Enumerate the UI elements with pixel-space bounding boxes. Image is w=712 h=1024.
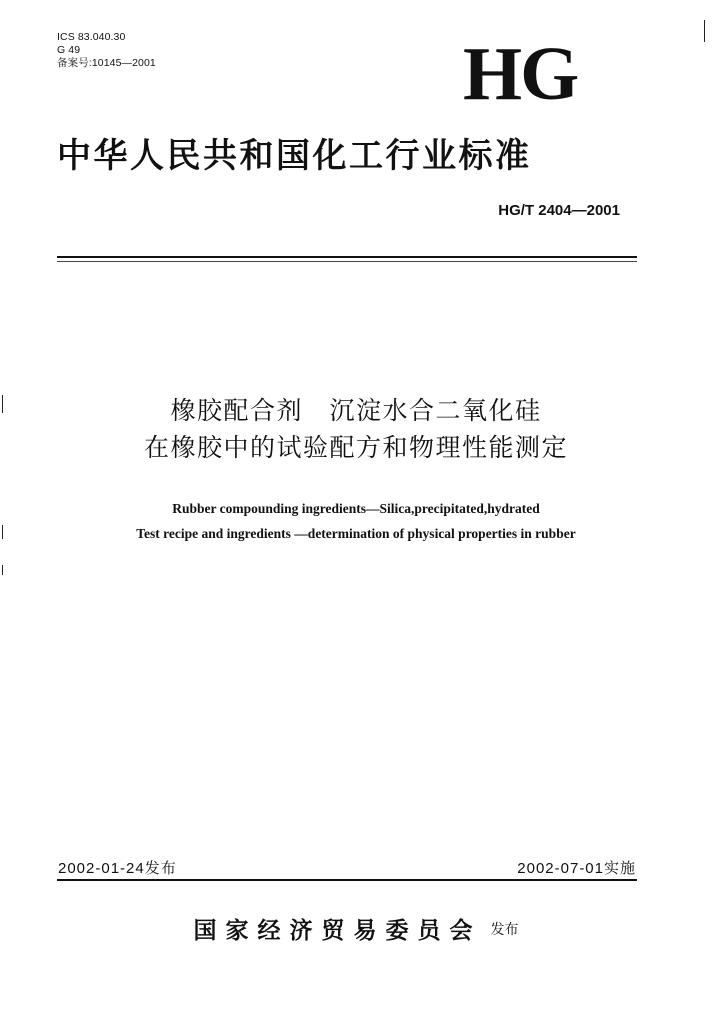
document-title-cn-line2: 在橡胶中的试验配方和物理性能测定 <box>143 433 568 462</box>
header-meta <box>57 31 156 70</box>
scan-edge-mark <box>2 525 3 539</box>
issuer-suffix: 发布 <box>490 922 519 938</box>
issuer-name: 国家经济贸易委员会 <box>193 917 482 944</box>
standard-number: HG/T 2404—2001 <box>498 202 620 219</box>
document-title-en-line1: Rubber compounding ingredients—Silica,precipitated,hydrated <box>172 501 540 516</box>
standard-title: 中华人民共和国化工行业标准 <box>57 136 532 176</box>
scan-edge-mark <box>2 565 3 575</box>
issuer-line <box>0 912 712 945</box>
implementation-date: 2002-07-01实施 <box>517 860 636 877</box>
document-title-cn-line1: 橡胶配合剂 沉淀水合二氧化硅 <box>170 396 542 425</box>
header-divider <box>57 256 637 258</box>
issue-date: 2002-01-24发布 <box>58 860 177 877</box>
header-divider-thin <box>57 261 637 262</box>
classification-code: G 49 <box>57 44 81 56</box>
scan-edge-mark <box>704 20 705 42</box>
ics-code: ICS 83.040.30 <box>57 31 126 43</box>
footer-divider <box>57 879 637 881</box>
scan-edge-mark <box>2 395 3 413</box>
filing-number: 备案号:10145—2001 <box>57 57 156 69</box>
hg-logo: HG <box>463 32 578 116</box>
document-title-en-line2: Test recipe and ingredients —determination of physical properties in rubber <box>136 526 576 541</box>
